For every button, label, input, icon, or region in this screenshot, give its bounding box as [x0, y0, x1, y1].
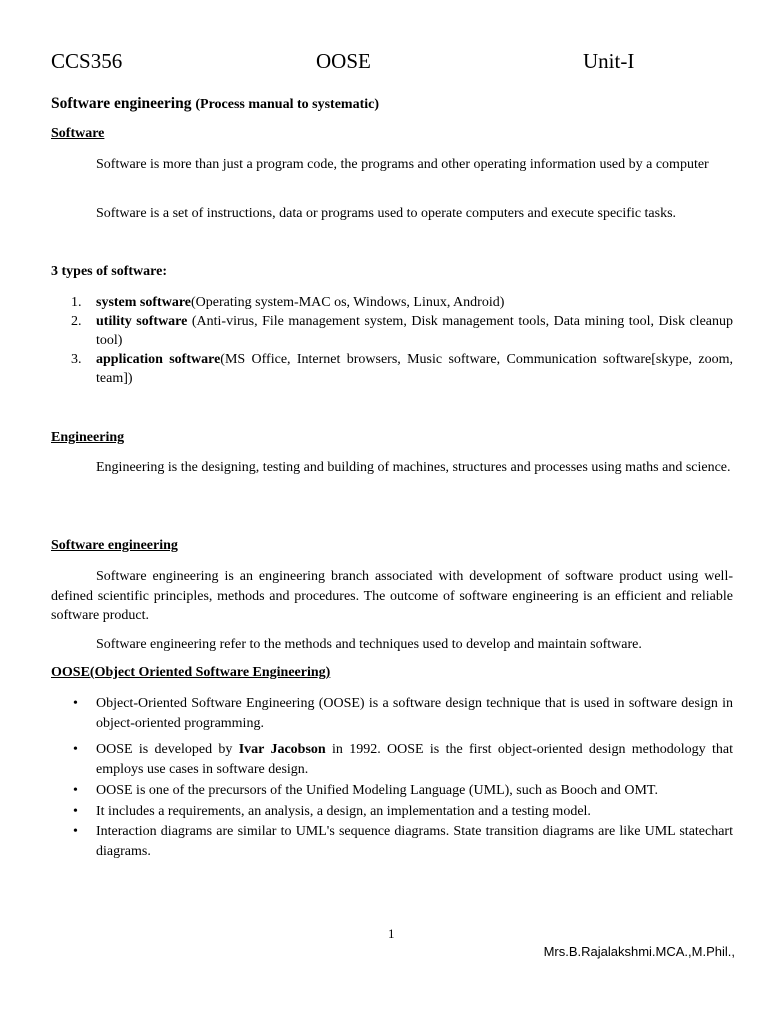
- list-number: 3.: [71, 352, 82, 367]
- bullet-icon: •: [73, 783, 78, 798]
- list-item: [51, 312, 733, 350]
- title-main: Software engineering: [51, 95, 192, 112]
- subject-name: OOSE: [316, 49, 371, 73]
- software-para-1: Software is more than just a program code, the programs and other operating information used by a computer: [96, 157, 709, 172]
- software-para-2: Software is a set of instructions, data or programs used to operate computers and execute specific tasks.: [96, 206, 677, 221]
- title-sub: (Process manual to systematic): [195, 97, 380, 112]
- types-heading: 3 types of software:: [51, 264, 167, 279]
- type-term: system software: [96, 295, 191, 310]
- list-number: 2.: [71, 314, 82, 329]
- type-desc: (MS Office, Internet browsers, Music software, Communication software[skype, zoom, team]): [96, 352, 733, 386]
- software-heading: Software: [51, 126, 105, 141]
- list-item: [51, 293, 733, 312]
- type-desc: (Operating system-MAC os, Windows, Linux, Android): [191, 295, 505, 310]
- author-credit: Mrs.B.Rajalakshmi.MCA.,M.Phil.,: [543, 944, 735, 959]
- engineering-para: Engineering is the designing, testing and building of machines, structures and processes using maths and science.: [96, 460, 731, 475]
- type-desc: (Anti-virus, File management system, Disk management tools, Data mining tool, Disk cleanup tool): [96, 314, 733, 348]
- page-number: 1: [388, 926, 395, 941]
- list-item: [51, 822, 733, 861]
- bullet-icon: •: [73, 696, 78, 711]
- list-item: [51, 740, 733, 779]
- software-engineering-para-2: Software engineering refer to the methods and techniques used to develop and maintain software.: [96, 637, 642, 652]
- bullet-text-pre: OOSE is developed by: [96, 742, 239, 757]
- bullet-text-bold: Ivar Jacobson: [238, 742, 326, 757]
- engineering-heading: Engineering: [51, 430, 125, 445]
- bullet-text: Interaction diagrams are similar to UML's sequence diagrams. State transition diagrams are like UML statechart diagrams.: [96, 824, 733, 859]
- software-engineering-heading: Software engineering: [51, 538, 178, 553]
- software-engineering-para-1: Software engineering is an engineering branch associated with development of software product using well-defined scientific principles, methods and procedures. The outcome of software engineering is an efficient and reliable software product.: [51, 569, 733, 623]
- list-number: 1.: [71, 295, 82, 310]
- bullet-text: It includes a requirements, an analysis, a design, an implementation and a testing model.: [96, 803, 591, 819]
- oose-heading: OOSE(Object Oriented Software Engineering): [51, 665, 331, 680]
- list-item: [51, 694, 733, 733]
- bullet-text: OOSE is one of the precursors of the Unified Modeling Language (UML), such as Booch and OMT.: [96, 783, 658, 798]
- type-term: utility software: [96, 314, 188, 329]
- bullet-icon: •: [73, 742, 78, 757]
- bullet-icon: •: [73, 803, 78, 819]
- list-item: [51, 802, 733, 822]
- unit-label: Unit-I: [583, 49, 635, 73]
- page-title: [51, 95, 379, 113]
- list-item: [51, 350, 733, 388]
- bullet-text-post: in 1992. OOSE is the first object-oriented design methodology that employs use cases in software design.: [96, 742, 733, 777]
- list-item: [51, 781, 733, 801]
- bullet-icon: •: [73, 824, 78, 839]
- bullet-text: Object-Oriented Software Engineering (OOSE) is a software design technique that is used in software design in object-oriented programming.: [96, 696, 733, 731]
- software-types-list: [51, 293, 733, 388]
- oose-bullets: [51, 694, 733, 861]
- type-term: application software: [96, 352, 221, 367]
- course-code: CCS356: [51, 49, 123, 73]
